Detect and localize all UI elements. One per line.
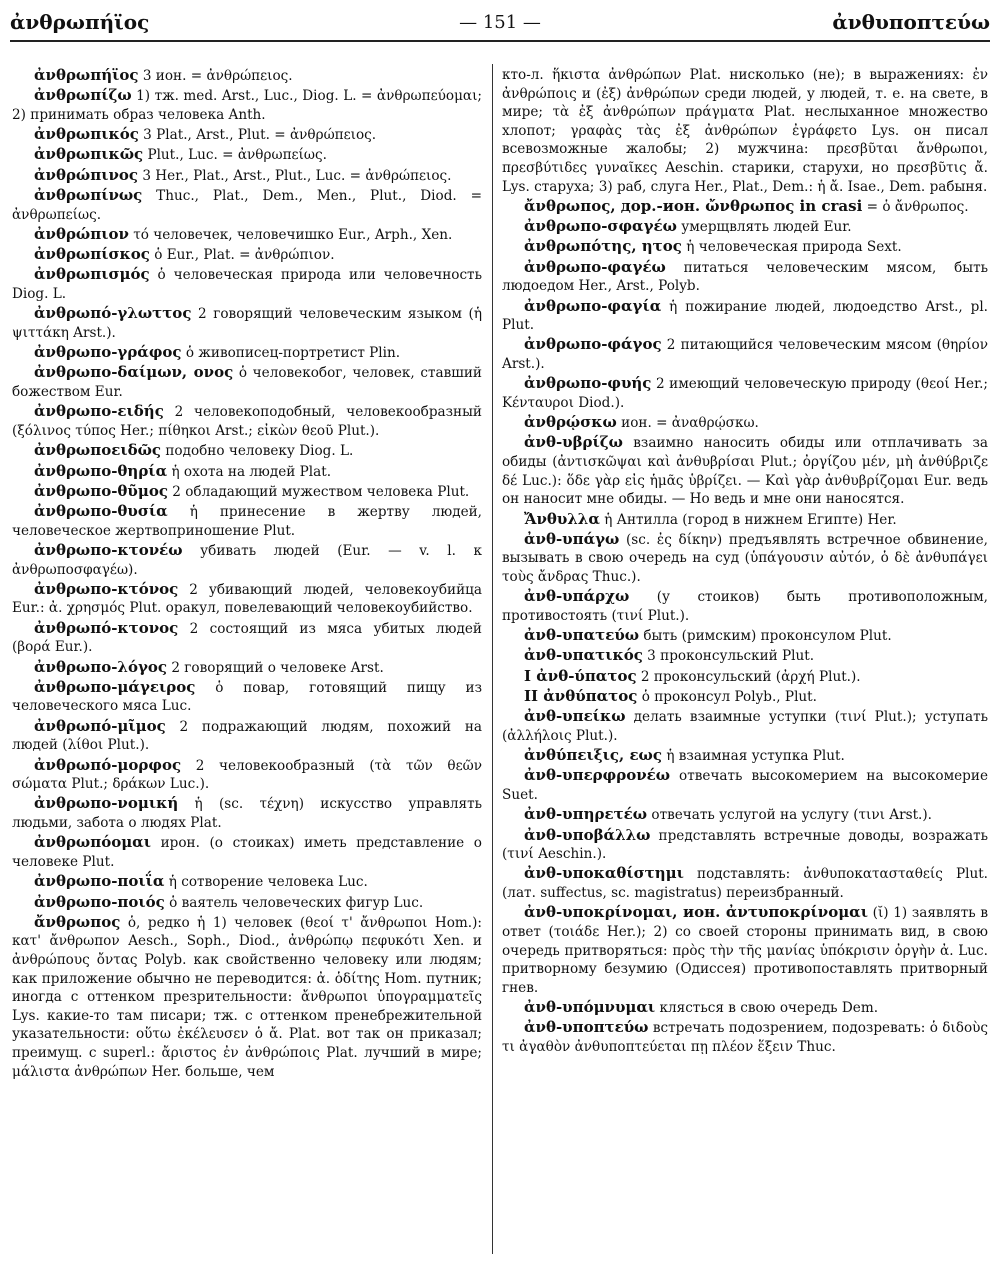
dictionary-entry (12, 658, 482, 678)
entry-definition: ἡ (sc. τέχνη) искусство управлять людьми, забота о людях Plat. (12, 796, 482, 832)
dictionary-entry (12, 186, 482, 224)
entry-headword: ἀνθρωπίνως (34, 186, 143, 204)
dictionary-entry (12, 913, 482, 1081)
entry-headword: ἀνθρωπο-κτόνος (34, 579, 179, 598)
dictionary-entry (502, 1018, 988, 1056)
entry-headword: ἀνθρωπο-φάγος (524, 335, 662, 354)
entry-definition: 2 состоящий из мяса убитых людей (βορά Eur.). (12, 620, 482, 656)
dictionary-entry (502, 413, 988, 433)
entry-definition: ὁ живописец-портретист Plin. (185, 345, 401, 362)
entry-headword: ἀνθρώπιον (34, 224, 129, 243)
entry-headword: ἀνθ-υποκρίνομαι, ион. ἀντυποκρίνομαι (524, 903, 868, 922)
entry-headword: ἀνθρωπο-φαγέω (524, 257, 666, 276)
dictionary-entry (12, 893, 482, 913)
entry-definition: ἡ человеческая природа Sext. (686, 239, 902, 256)
entry-definition: ион. = ἀναθρῴσκω. (621, 415, 759, 432)
dictionary-entry (502, 998, 988, 1018)
dictionary-entry (502, 197, 988, 217)
entry-headword: ἀνθ-υπατικός (524, 646, 643, 665)
entry-definition: 1) тж. med. Arst., Luc., Diog. L. = ἀνθρωπεύομαι; 2) принимать образ человека Anth. (12, 88, 482, 123)
entry-definition: взаимно наносить обиды или отплачивать за обиды (ἀντισκῶψαι καὶ ἀνθυβρίσαι Plut.; ὀργίζου μέν, μὴ ἀνθύβριζε δέ Luc.): ὅδε γὰρ εἰς ἡμᾶς ὑβρίζει. — Καὶ γὰρ ἀνθυβρίζομαι Eur. ведь он наносит мне обиды. — Но ведь и мне они наносятся. (502, 435, 988, 508)
dictionary-entry (12, 794, 482, 832)
dictionary-entry (502, 903, 988, 997)
entry-headword: ἀνθ-υπατεύω (524, 626, 640, 645)
entry-headword: ἀνθ-υπάρχω (524, 587, 630, 606)
entry-headword: ἀνθρωπο-λόγος (34, 657, 167, 676)
entry-definition: ὁ, редко ἡ 1) человек (θεοί τ' ἄνθρωποι Hom.): κατ' ἄνθρωπον Aesch., Soph., Diod., ἀνθρώπῳ πεφυκότι Xen. и ἀνθρώπους ὄντας Polyb. как свойственно человеку или людям; как приложение обычно не переводится: ἀ. ὁδίτης Hom. путник; иногда с оттенком презрительности: ἄνθρωποι ὑπογραμματεῖς Lys. какие-то там писари; тж. с оттенком пренебрежительной указательности: οὕτω ἐκέλευσεν ὁ ἄ. Plat. вот так он приказал; преимущ. с superl.: ἄριστος ἐν ἀνθρώποις Plat. лучший в мире; μάλιστα ἀνθρώπων Her. больше, чем (12, 914, 482, 1080)
entry-definition: умерщвлять людей Eur. (681, 219, 852, 236)
dictionary-entry (502, 510, 988, 530)
entry-definition: ὁ проконсул Polyb., Plut. (641, 689, 817, 705)
entry-definition: ἡ принесение в жертву людей, человеческое жертвоприношение Plut. (12, 504, 482, 539)
entry-headword: ἀνθ-υπάγω (524, 529, 620, 548)
entry-definition: 3 Plat., Arst., Plut. = ἀνθρώπειος. (143, 127, 377, 144)
entry-definition: делать взаимные уступки (τινί Plut.); уступать (ἀλλήλοις Plut.). (502, 709, 988, 744)
entry-definition: ὁ человеческая природа или человечность Diog. L. (12, 267, 482, 303)
dictionary-entry (12, 441, 482, 461)
entry-headword: ἀνθρωπο-νομική (34, 794, 179, 813)
dictionary-entry (502, 587, 988, 625)
entry-headword: ἀνθρωπο-μάγειρος (34, 677, 196, 696)
entry-headword: ἀνθ-υποκαθίστημι (524, 864, 684, 883)
entry-definition: Thuc., Plat., Dem., Men., Plut., Diod. = ἀνθρωπείως. (12, 188, 483, 223)
dictionary-entry (12, 872, 482, 892)
dictionary-entry (502, 626, 988, 646)
entry-headword: ἀνθ-υποπτεύω (524, 1018, 649, 1037)
entry-headword: ἄνθρωπος (34, 912, 121, 931)
dictionary-entry (12, 482, 482, 502)
entry-definition: ὁ Eur., Plat. = ἀνθρώπιον. (154, 247, 335, 264)
entry-headword: ἀνθρωπήϊος (34, 66, 139, 84)
entry-definition: 2 питающийся человеческим мясом (θηρίον Arst.). (502, 337, 988, 373)
dictionary-entry (12, 304, 482, 342)
entry-definition: 2 убивающий людей, человекоубийца Eur.: ἀ. χρησμός Plut. оракул, повелевающий человекоубийство. (12, 581, 482, 617)
entry-headword: ἀνθ-υπείκω (524, 707, 626, 726)
entry-definition: отвечать услугой на услугу (τινι Arst.). (651, 807, 933, 824)
entry-definition: убивать людей (Eur. — v. l. к ἀνθρωποσφαγέω). (12, 542, 482, 578)
dictionary-entry (502, 805, 988, 825)
entry-headword: ἀνθρωπο-φαγία (524, 296, 662, 315)
dictionary-entry (12, 265, 482, 303)
entry-headword: ἀνθρωπο-δαίμων, ονος (34, 363, 234, 382)
dictionary-entry (12, 833, 482, 871)
entry-headword: ἀνθρωπό-μορφος (34, 755, 182, 774)
dictionary-entry (12, 343, 482, 363)
entry-headword: ἀνθρωπίζω (34, 86, 132, 105)
entry-headword: ἀνθρωπο-θυσία (34, 502, 168, 521)
entry-definition: подставлять: ἀνθυποκατασταθείς Plut. (лат. suffectus, sc. magistratus) переизбранный. (502, 866, 988, 902)
dictionary-entry (12, 678, 482, 716)
entry-definition: представлять встречные доводы, возражать (τινί Aeschin.). (502, 827, 988, 863)
entry-definition: ἡ охота на людей Plat. (171, 463, 332, 480)
entry-definition: ирон. (о стоиках) иметь представление о человеке Plut. (12, 835, 482, 870)
entry-headword: ἀνθρωπο-ποιΐα (34, 872, 165, 891)
entry-definition: 2 проконсульский (ἀρχή Plut.). (640, 668, 861, 685)
entry-headword: ἀνθ-υπόμνυμαι (524, 998, 656, 1016)
dictionary-entry (502, 530, 988, 587)
entry-headword: ἀνθρωπο-θηρία (34, 461, 168, 480)
entry-definition: ἡ сотворение человека Luc. (168, 874, 368, 891)
entry-headword: ἀνθ-υπηρετέω (524, 805, 648, 824)
entry-headword: II ἀνθύπατος (524, 687, 638, 705)
entry-definition: 2 обладающий мужеством человека Plut. (172, 483, 470, 500)
left-column (12, 66, 482, 1082)
entry-definition: (sc. ἐς δίκην) предъявлять встречное обвинение, вызывать в свою очередь на суд (ὑπάγουσιν αὐτόν, ὁ δὲ ἀνθυπάγει τοὺς ἄνδρας Thuc.). (502, 531, 988, 585)
dictionary-entry (12, 756, 482, 794)
entry-definition: 2 человекоподобный, человекообразный (ξόλινος τύπος Her.; πίθηκοι Arst.; εἰκὼν θεοῦ Plut.). (12, 404, 482, 439)
dictionary-entry (12, 125, 482, 145)
page-header (10, 6, 990, 42)
dictionary-entry (12, 619, 482, 657)
dictionary-entry (502, 746, 988, 766)
dictionary-entry (12, 541, 482, 579)
entry-definition: Plut., Luc. = ἀνθρωπείως. (147, 147, 327, 164)
entry-definition: 2 говорящий человеческим языком (ἡ ψιττάκη Arst.). (12, 306, 482, 341)
entry-definition: 2 имеющий человеческую природу (θεοί Her.; Κένταυροι Diod.). (502, 376, 988, 411)
entry-headword: ἀνθρωπο-γράφος (34, 343, 182, 362)
dictionary-entry (502, 766, 988, 804)
entry-headword: ἀνθ-υβρίζω (524, 433, 623, 452)
dictionary-entry (502, 667, 988, 687)
entry-headword: ἀνθρώπινος (34, 165, 138, 184)
entry-definition: 2 человекообразный (τὰ τῶν θεῶν σώματα Plut.; δράκων Luc.). (12, 757, 482, 793)
entry-definition: (у стоиков) быть противоположным, противостоять (τινί Plut.). (502, 589, 988, 624)
entry-definition: отвечать высокомерием на высокомерие Suet. (502, 768, 988, 804)
dictionary-entry (12, 66, 482, 86)
dictionary-entry (12, 86, 482, 124)
entry-definition: быть (римским) проконсулом Plut. (643, 628, 892, 645)
entry-headword: ἀνθ-υποβάλλω (524, 825, 651, 844)
entry-headword: ἀνθρωπισμός (34, 265, 150, 284)
entry-definition: ἡ пожирание людей, людоедство Arst., pl. Plut. (502, 298, 988, 334)
entry-headword: ἄνθρωπος, дор.-ион. ὤνθρωπος in crasi (524, 196, 863, 215)
dictionary-entry (502, 646, 988, 666)
entry-headword: ἀνθύπειξις, εως (524, 746, 662, 765)
entry-definition: = ὁ ἄνθρωπος. (866, 198, 969, 215)
dictionary-entry (12, 717, 482, 755)
dictionary-entry (502, 707, 988, 745)
dictionary-entry (12, 145, 482, 165)
entry-definition: 2 подражающий людям, похожий на людей (λίθοι Plut.). (12, 718, 482, 754)
entry-headword: ἀνθρωποειδῶς (34, 441, 161, 460)
dictionary-entry (12, 166, 482, 186)
running-head-left: ἀνθρωπήϊος (10, 10, 150, 34)
dictionary-entry (12, 363, 482, 401)
dictionary-entry (502, 687, 988, 707)
entry-headword: ἀνθρωπικός (34, 125, 139, 144)
entry-headword: ἀνθρωπικῶς (34, 145, 144, 164)
entry-definition: ὁ человекобог, человек, ставший божеством Eur. (12, 365, 482, 401)
dictionary-entry (502, 826, 988, 864)
dictionary-entry (502, 335, 988, 373)
entry-definition: ὁ ваятель человеческих фигур Luc. (169, 894, 424, 911)
entry-headword: ἀνθρωπο-θῦμος (34, 481, 168, 500)
entry-definition: 3 ион. = ἀνθρώπειος. (142, 68, 293, 84)
dictionary-entry (12, 502, 482, 540)
dictionary-entry (502, 433, 988, 508)
entry-definition: 3 проконсульский Plut. (647, 648, 815, 665)
dictionary-entry (502, 66, 988, 196)
column-divider (492, 64, 493, 1254)
dictionary-entry (502, 237, 988, 257)
entry-definition: клясться в свою очередь Dem. (659, 1000, 879, 1016)
entry-headword: ἀνθρωπο-ποιός (34, 892, 165, 911)
entry-definition: ὁ повар, готовящий пищу из человеческого мяса Luc. (12, 679, 482, 715)
dictionary-entry (12, 402, 482, 440)
entry-definition: 3 Her., Plat., Arst., Plut., Luc. = ἀνθρώπειος. (142, 167, 452, 184)
dictionary-entry (502, 217, 988, 237)
dictionary-entry (12, 225, 482, 245)
entry-definition: 2 говорящий о человеке Arst. (171, 659, 384, 676)
page-number: — 151 — (459, 12, 541, 33)
entry-headword: ἀνθρωπο-φυής (524, 374, 652, 393)
entry-headword: ἀνθρωπο-ειδής (34, 402, 164, 421)
dictionary-entry (12, 462, 482, 482)
dictionary-entry (12, 245, 482, 265)
dictionary-entry (502, 297, 988, 335)
dictionary-entry (502, 374, 988, 412)
entry-headword: ἀνθρωπότης, ητος (524, 237, 682, 256)
entry-definition: подобно человеку Diog. L. (165, 443, 354, 460)
entry-definition: (ῐ) 1) заявлять в ответ (τοιάδε Her.); 2) со своей стороны принимать вид, в свою очередь притворяться: πρὸς τὴν τῆς μανίας ὑπόκρισιν ὀργὴν ἀ. Luc. притворному безумию (Одиссея) противопоставлять притворный гнев. (502, 905, 989, 996)
entry-definition: питаться человеческим мясом, быть людоедом Her., Arst., Polyb. (502, 259, 988, 295)
entry-definition: ἡ взаимная уступка Plut. (666, 748, 845, 765)
dictionary-entry (502, 864, 988, 902)
entry-headword: Ἄνθυλλα (524, 509, 600, 528)
entry-headword: ἀνθρωπο-σφαγέω (524, 217, 677, 236)
entry-headword: ἀνθρωπόομαι (34, 833, 151, 852)
entry-headword: ἀνθρωπό-κτονος (34, 618, 179, 637)
entry-definition: встречать подозрением, подозревать: ὁ διδοὺς τι ἀγαθὸν ἀνθυποπτεύεται πῃ πλέον ἕξειν Thuc. (502, 1020, 989, 1055)
running-head-right: ἀνθυποπτεύω (832, 10, 990, 34)
entry-definition: кто-л. ἥκιστα ἀνθρώπων Plat. нисколько (не); в выражениях: ἐν ἀνθρώποις и (ἐξ) ἀνθρώπων среди людей, у людей, т. е. на свете, в мире; τὰ ἐξ ἀνθρώπων πράγματα Plat. неслыханное множество хлопот; γραφὰς τὰς ἐξ ἀνθρώπων ἐγράφετο Lys. он писал всевозможные жалобы; 2) мужчина: πρεσβῦται ἄνθρωποι, πρεσβύτιδες γυναῖκες Aeschin. старики, старухи, но πρεσβῦτις ἄ. Lys. старуха; 3) раб, слуга Her., Plat., Dem.: ἡ ἄ. Isae., Dem. рабыня. (502, 67, 988, 195)
entry-headword: ἀνθρωπο-κτονέω (34, 540, 183, 559)
entry-definition: τό человечек, человечишко Eur., Arph., Xen. (133, 226, 453, 243)
right-column (502, 66, 988, 1057)
entry-headword: ἀνθ-υπερφρονέω (524, 766, 671, 785)
entry-headword: ἀνθρωπό-μῖμος (34, 716, 166, 735)
entry-headword: ἀνθρωπίσκος (34, 245, 150, 264)
entry-headword: I ἀνθ-ύπατος (524, 666, 637, 685)
entry-headword: ἀνθρωπό-γλωττος (34, 304, 192, 323)
entry-definition: ἡ Антилла (город в нижнем Египте) Her. (604, 511, 897, 528)
dictionary-entry (502, 258, 988, 296)
dictionary-entry (12, 580, 482, 618)
entry-headword: ἀνθρῴσκω (524, 413, 617, 432)
